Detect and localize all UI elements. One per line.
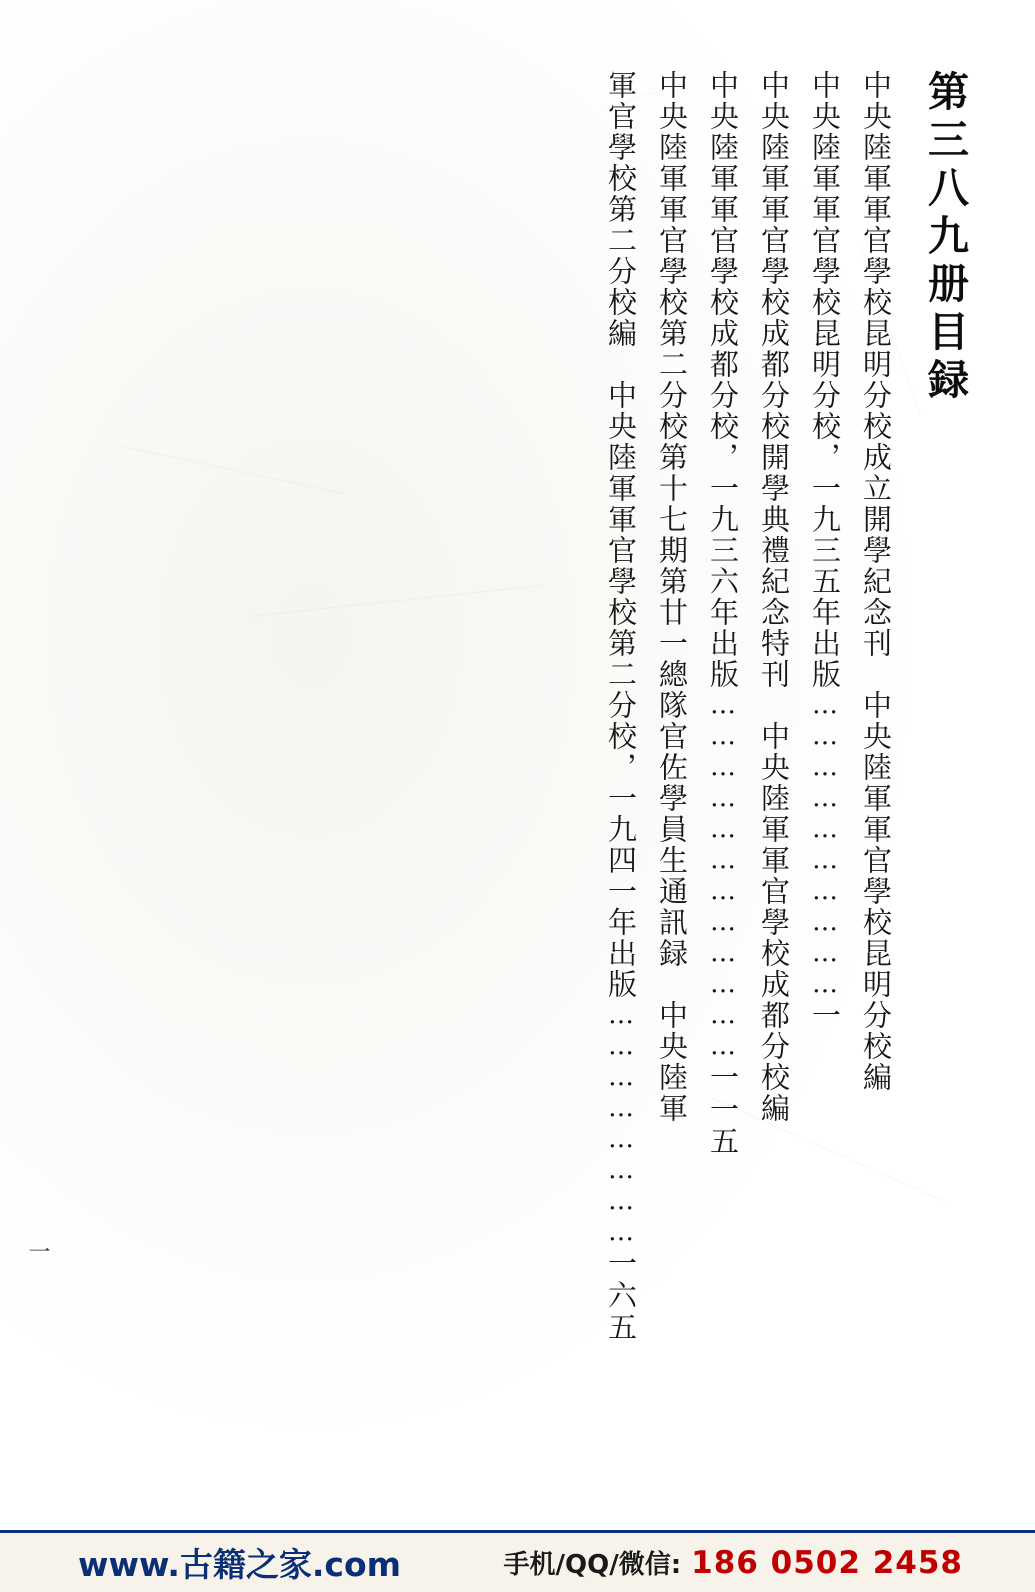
toc-entry: [808, 70, 842, 1470]
toc-entry: [706, 70, 740, 1470]
site-brand: [78, 1539, 401, 1586]
toc-entry-text: 中央陸軍軍官學校昆明分校，一九三五年出版: [808, 70, 842, 690]
brand-name-cn: 古籍之家: [179, 1545, 312, 1584]
contact-info: [504, 1544, 963, 1581]
toc-entry: [655, 70, 689, 1470]
contact-label: 手机/QQ/微信:: [503, 1550, 682, 1580]
toc-entry-page: 一一五: [706, 1062, 740, 1158]
toc-entry-page: 一六五: [604, 1248, 638, 1344]
toc-entry-leader: ………………………………: [708, 690, 738, 1062]
toc-entry-page: 一: [808, 1000, 842, 1032]
toc-entry-text: 中央陸軍軍官學校第二分校第十七期第廿一總隊官佐學員生通訊録 中央陸軍: [655, 70, 689, 1124]
scan-crease: [122, 446, 347, 495]
toc-entry-text: 中央陸軍軍官學校成都分校開學典禮紀念特刊 中央陸軍軍官學校成都分校編: [757, 70, 791, 1124]
toc-entry-leader: …………………………: [810, 690, 840, 1000]
toc-entry: [859, 70, 893, 1470]
scan-crease: [251, 584, 549, 616]
toc-entry-text: 軍官學校第二分校編 中央陸軍軍官學校第二分校，一九四一年出版: [604, 70, 638, 1000]
toc-entry: [757, 70, 791, 1470]
toc-entry: [604, 70, 638, 1470]
toc-entry-text: 中央陸軍軍官學校昆明分校成立開學紀念刊 中央陸軍軍官學校昆明分校編: [859, 70, 893, 1093]
toc-entry-leader: ……………………: [606, 1000, 636, 1248]
page-title: 第三八九册目録: [921, 70, 969, 406]
watermark-banner: [0, 1530, 1035, 1592]
brand-suffix: .com: [311, 1545, 402, 1584]
table-of-contents: [584, 70, 975, 1490]
contact-number: 186 0502 2458: [691, 1545, 963, 1581]
brand-prefix: www.: [78, 1545, 180, 1584]
toc-entry-text: 中央陸軍軍官學校成都分校，一九三六年出版: [706, 70, 740, 690]
folio-number: 一: [25, 1240, 50, 1262]
